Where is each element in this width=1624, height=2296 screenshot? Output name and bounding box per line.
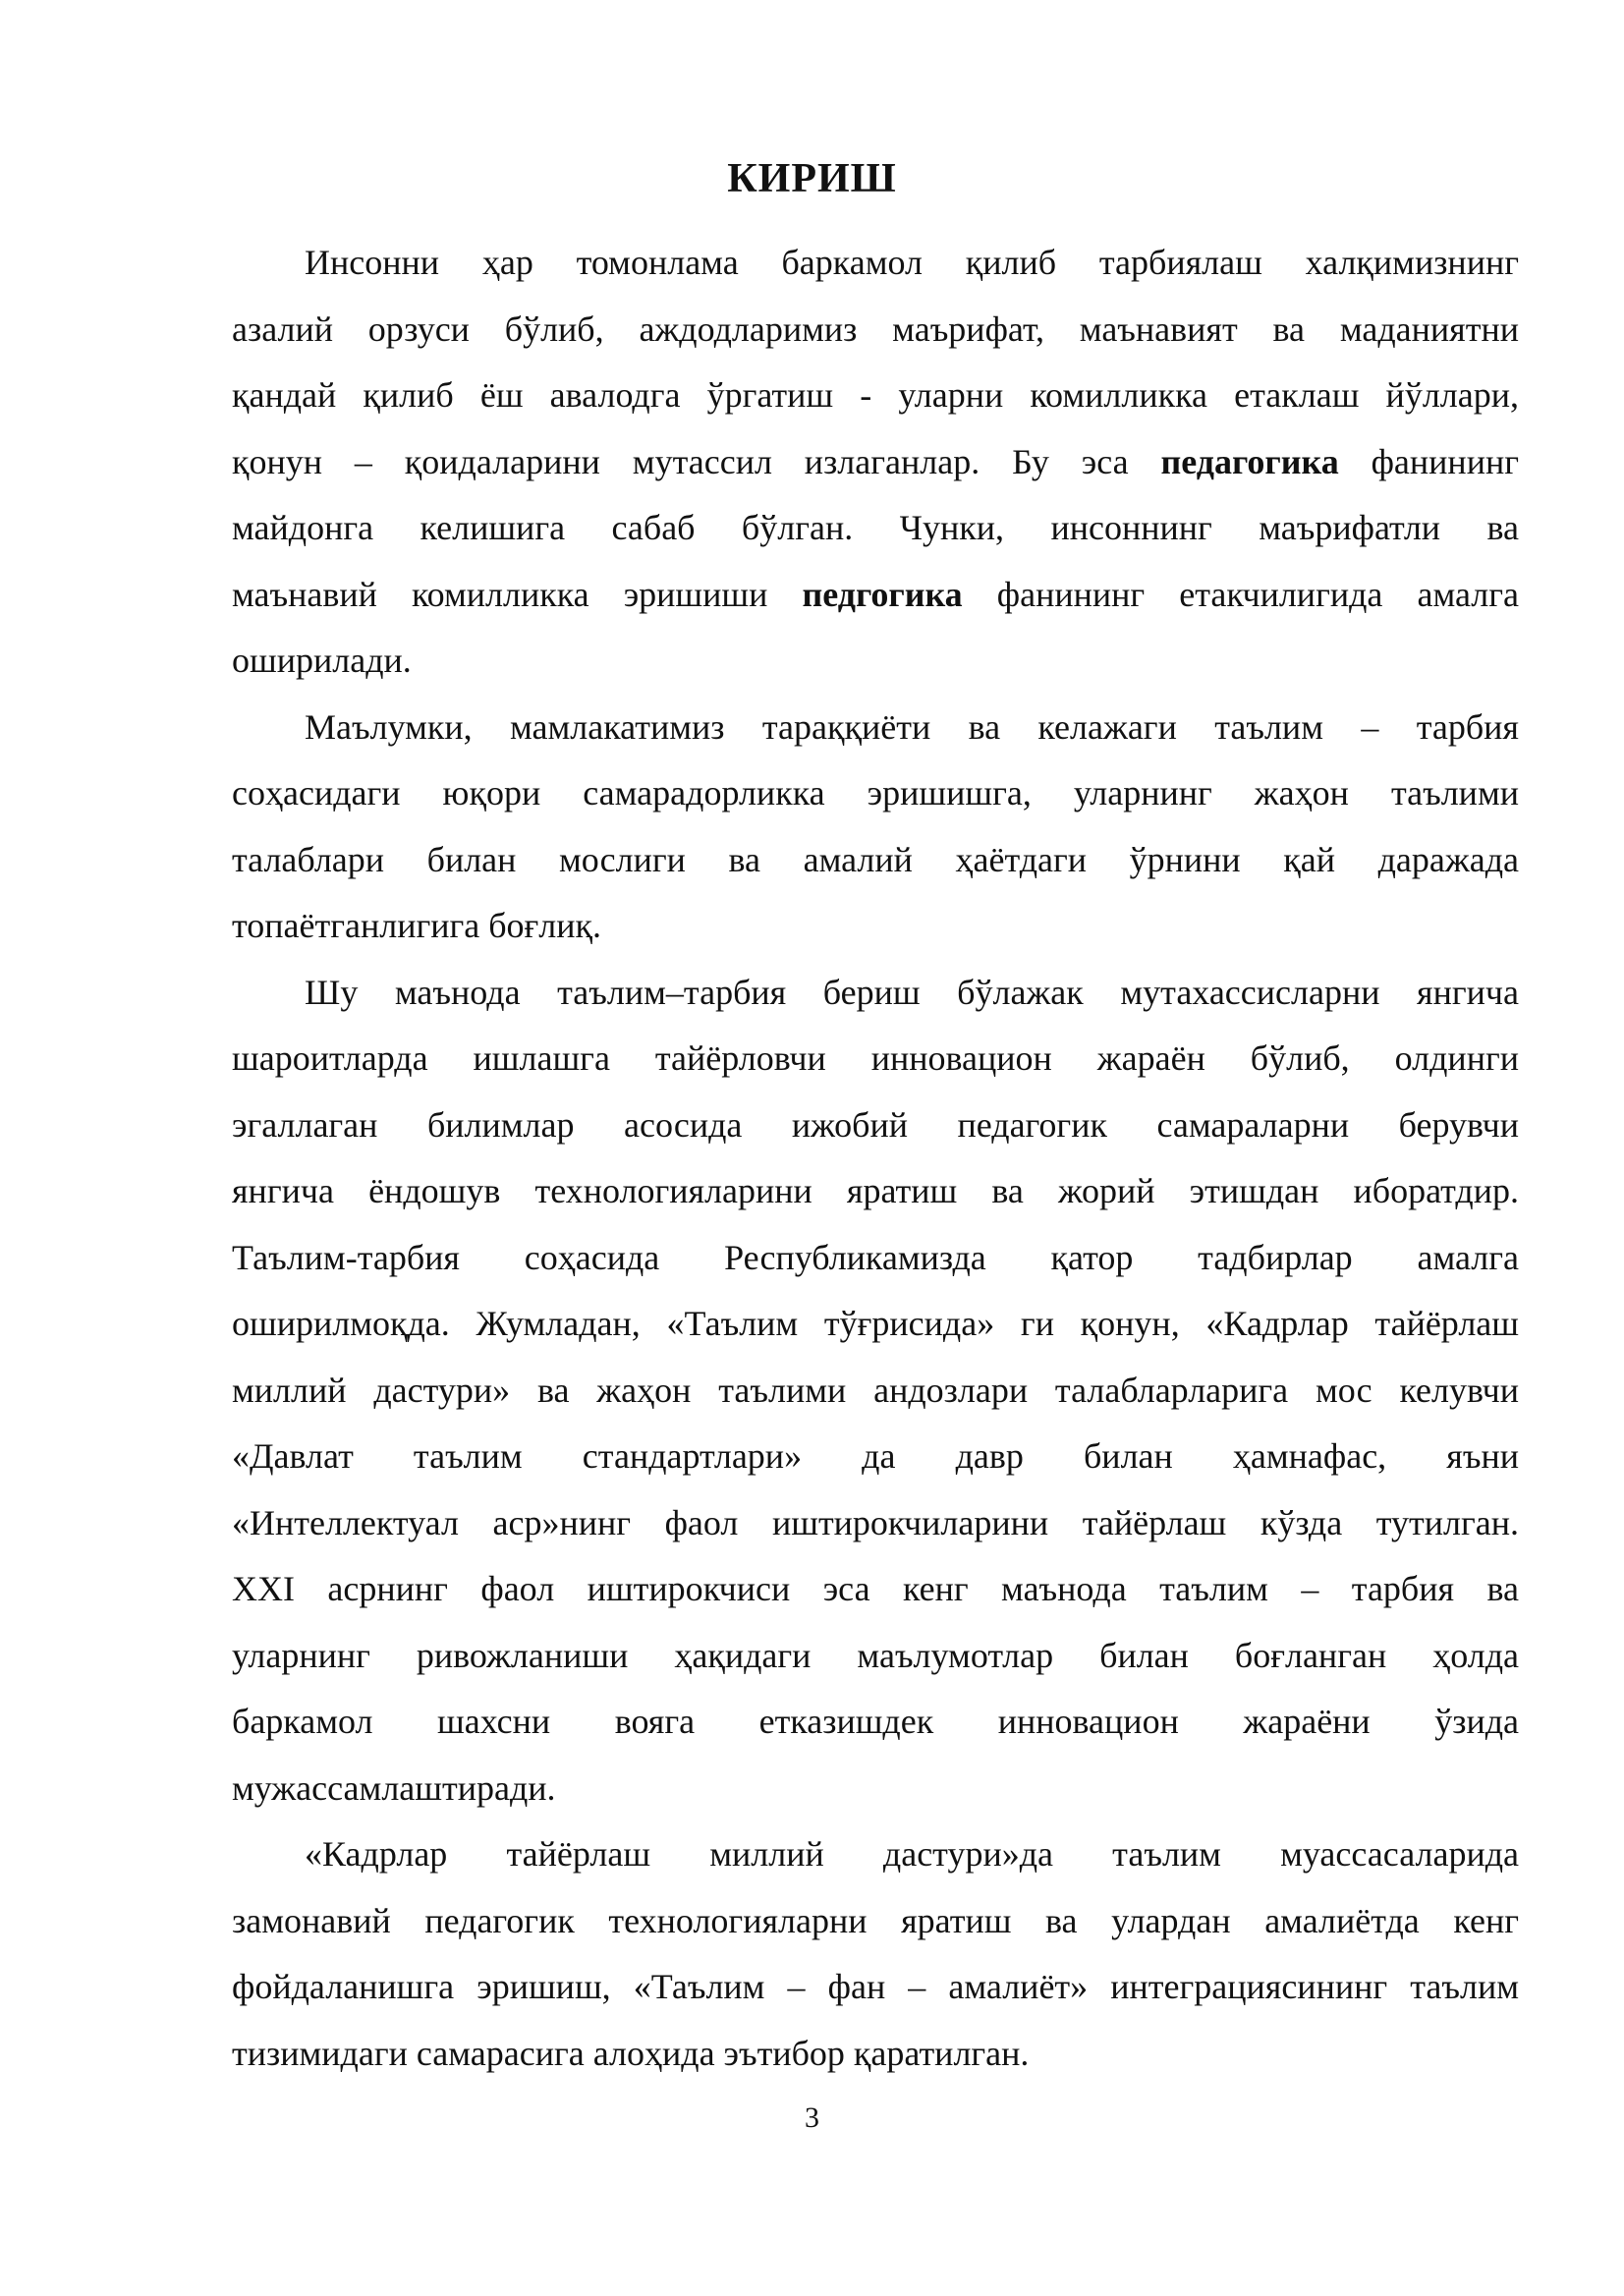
text-line <box>232 695 1519 761</box>
page-title: КИРИШ <box>727 156 897 201</box>
text-segment: Таълим-тарбия соҳасида Республикамизда қатор тадбирлар амалга <box>232 1237 1519 1277</box>
text-line <box>232 1291 1519 1358</box>
text-segment: шароитларда ишлашга тайёрловчи инновацион жараён бўлиб, олдинги <box>232 1038 1519 1078</box>
text-segment: қонун – қоидаларини мутассил излаганлар. Бу эса <box>232 441 1161 481</box>
text-segment: Инсонни ҳар томонлама баркамол қилиб тарбиялаш халқимизнинг <box>305 243 1519 282</box>
text-segment: уларнинг ривожланиши ҳақидаги маълумотлар билан боғланган ҳолда <box>232 1635 1519 1675</box>
text-segment: Шу маънода таълим–тарбия бериш бўлажак мутахассисларни янгича <box>305 972 1519 1012</box>
text-line <box>232 628 1519 695</box>
text-line <box>232 1225 1519 1292</box>
text-segment: Маълумки, мамлакатимиз тараққиёти ва келажаги таълим – тарбия <box>305 706 1519 747</box>
text-segment: оширилади. <box>232 641 412 680</box>
text-segment: баркамол шахсни вояга етказишдек инновацион жараёни ўзида <box>232 1702 1519 1741</box>
text-segment: фойдаланишга эришиш, «Таълим – фан – амалиёт» интеграциясининг таълим <box>232 1967 1519 2006</box>
text-line <box>232 1424 1519 1490</box>
text-line <box>232 827 1519 894</box>
text-line <box>232 960 1519 1027</box>
paragraph <box>232 230 1519 695</box>
text-segment: тизимидаги самарасига алоҳида эътибор қаратилган. <box>232 2033 1030 2073</box>
text-line <box>232 562 1519 629</box>
text-segment: оширилмоқда. Жумладан, «Таълим тўғрисида» ги қонун, «Кадрлар тайёрлаш <box>232 1304 1519 1343</box>
text-line <box>232 2021 1519 2088</box>
text-line <box>232 429 1519 496</box>
bold-term: педгогика <box>802 574 963 614</box>
text-line <box>232 1092 1519 1159</box>
text-line <box>232 1358 1519 1425</box>
text-line <box>232 1026 1519 1092</box>
paragraph <box>232 1821 1519 2087</box>
paragraph <box>232 695 1519 960</box>
text-line <box>232 1689 1519 1756</box>
text-line <box>232 1888 1519 1955</box>
text-line <box>232 1623 1519 1690</box>
text-segment: мужассамлаштиради. <box>232 1767 556 1808</box>
text-segment: азалий орзуси бўлиб, аждодларимиз маърифат, маънавият ва маданиятни <box>232 308 1519 349</box>
text-line <box>232 1158 1519 1225</box>
text-line <box>232 1490 1519 1557</box>
text-line <box>232 1821 1519 1888</box>
text-line <box>232 363 1519 429</box>
text-segment: соҳасидаги юқори самарадорликка эришишга, уларнинг жаҳон таълими <box>232 773 1519 812</box>
text-segment: фанининг етакчилигида амалга <box>962 574 1519 614</box>
document-body <box>232 230 1519 2087</box>
text-segment: топаётганлигига боғлиқ. <box>232 906 602 945</box>
paragraph <box>232 960 1519 1822</box>
text-segment: фанининг <box>1338 441 1519 481</box>
text-segment: эгаллаган билимлар асосида ижобий педагогик самараларни берувчи <box>232 1104 1519 1145</box>
text-segment: талаблари билан мослиги ва амалий ҳаётдаги ўрнини қай даражада <box>232 839 1519 879</box>
text-segment: маънавий комилликка эришиши <box>232 574 803 614</box>
text-segment: миллий дастури» ва жаҳон таълими андозлари талабларларига мос келувчи <box>232 1370 1519 1410</box>
text-line <box>232 893 1519 960</box>
page-number: 3 <box>805 2101 819 2134</box>
text-segment: XXI асрнинг фаол иштирокчиси эса кенг маънода таълим – тарбия ва <box>232 1569 1519 1608</box>
text-segment: майдонга келишига сабаб бўлган. Чунки, инсоннинг маърифатли ва <box>232 508 1519 547</box>
text-line <box>232 495 1519 562</box>
text-line <box>232 1756 1519 1822</box>
text-segment: «Интеллектуал аср»нинг фаол иштирокчиларини тайёрлаш кўзда тутилган. <box>232 1502 1519 1542</box>
text-line <box>232 230 1519 297</box>
text-line <box>232 1556 1519 1623</box>
bold-term: педагогика <box>1160 441 1339 481</box>
text-segment: қандай қилиб ёш авалодга ўргатиш - уларни комилликка етаклаш йўллари, <box>232 375 1519 415</box>
text-line <box>232 297 1519 364</box>
text-segment: «Давлат таълим стандартлари» да давр билан ҳамнафас, яъни <box>232 1436 1519 1476</box>
text-line <box>232 1954 1519 2021</box>
text-line <box>232 760 1519 827</box>
text-segment: янгича ёндошув технологияларини яратиш ва жорий этишдан иборатдир. <box>232 1171 1519 1210</box>
text-segment: замонавий педагогик технологияларни яратиш ва улардан амалиётда кенг <box>232 1900 1519 1940</box>
text-segment: «Кадрлар тайёрлаш миллий дастури»да таълим муассасаларида <box>305 1834 1519 1874</box>
